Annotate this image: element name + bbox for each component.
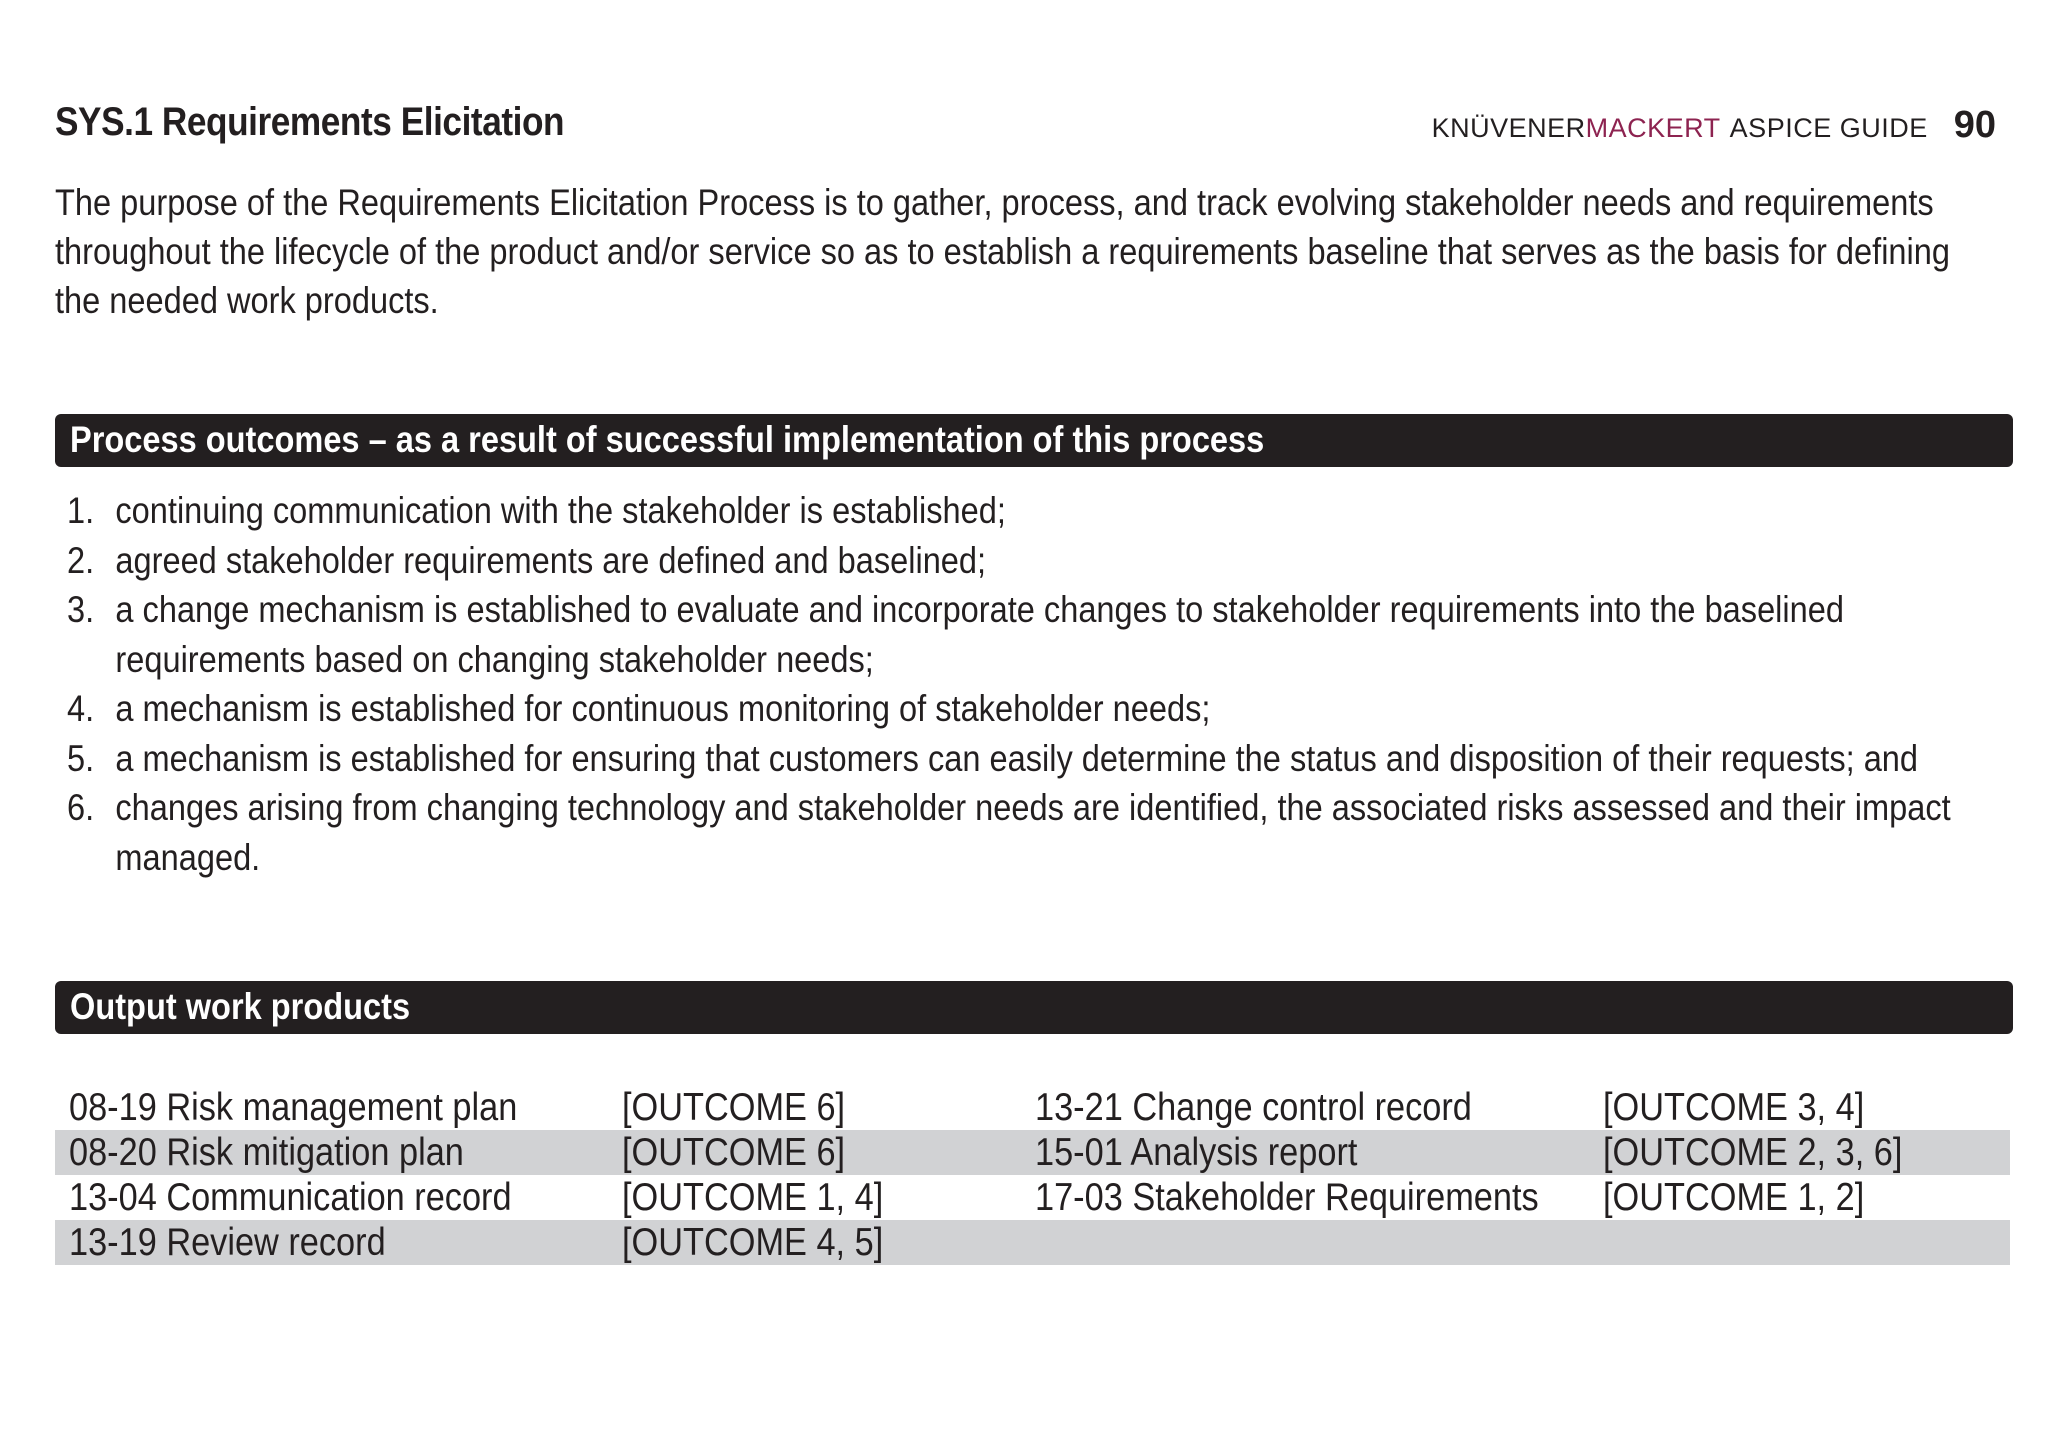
brand-name-part1: KNÜVENER [1431, 113, 1586, 143]
item-text: changes arising from changing technology and stakeholder needs are identified, the associated risks assessed and their impact managed. [115, 787, 1951, 878]
item-text: continuing communication with the stakeholder is established; [115, 490, 1006, 531]
outcome-reference: [OUTCOME 3, 4] [1603, 1086, 1865, 1129]
item-number: 3. [67, 589, 95, 630]
brand-name-part2: MACKERT [1585, 113, 1721, 143]
work-product-name: 08-19 Risk management plan [69, 1086, 518, 1129]
page-title: SYS.1 Requirements Elicitation [55, 100, 565, 144]
guide-label: ASPICE GUIDE [1729, 113, 1928, 143]
work-product-name: 13-21 Change control record [1035, 1086, 1472, 1129]
outcome-reference: [OUTCOME 4, 5] [622, 1221, 884, 1264]
outcome-reference: [OUTCOME 1, 4] [622, 1176, 884, 1219]
item-number: 6. [67, 787, 95, 828]
work-products-heading: Output work products [70, 986, 411, 1027]
purpose-paragraph: The purpose of the Requirements Elicitation Process is to gather, process, and track evolving stakeholder needs and requirements throughout the lifecycle of the product and/or service so as to establish a requirements baseline that serves as the basis for defining the needed work products. [55, 182, 1950, 321]
list-item [67, 734, 1985, 784]
item-number: 2. [67, 539, 95, 581]
list-item [67, 585, 1985, 684]
item-number: 5. [67, 737, 95, 779]
outcome-reference: [OUTCOME 1, 2] [1603, 1176, 1865, 1219]
outcome-reference: [OUTCOME 6] [622, 1131, 846, 1174]
work-product-name: 15-01 Analysis report [1035, 1131, 1358, 1174]
table-row [55, 1220, 2010, 1265]
item-text: agreed stakeholder requirements are defined and baselined; [115, 539, 987, 581]
item-number: 4. [67, 688, 95, 729]
work-product-name: 08-20 Risk mitigation plan [69, 1131, 464, 1174]
page-number: 90 [1953, 104, 1996, 146]
work-products-table [55, 1085, 2010, 1265]
outcome-reference: [OUTCOME 6] [622, 1086, 846, 1129]
outcomes-section-header [55, 414, 2013, 467]
outcomes-heading: Process outcomes – as a result of successful implementation of this process [70, 419, 1265, 460]
list-item [67, 783, 1985, 882]
list-item [67, 536, 1985, 586]
work-product-name: 13-19 Review record [69, 1221, 386, 1264]
outcome-reference: [OUTCOME 2, 3, 6] [1603, 1131, 1903, 1174]
item-text: a mechanism is established for ensuring that customers can easily determine the status and disposition of their requests; and [115, 737, 1919, 779]
item-text: a mechanism is established for continuous monitoring of stakeholder needs; [115, 688, 1211, 729]
table-row [55, 1130, 2010, 1175]
table-row [55, 1175, 2010, 1220]
list-item [67, 486, 1985, 536]
outcomes-list [67, 486, 1985, 882]
work-product-name: 17-03 Stakeholder Requirements [1035, 1176, 1539, 1219]
work-product-name: 13-04 Communication record [69, 1176, 512, 1219]
list-item [67, 684, 1985, 734]
work-products-section-header [55, 981, 2013, 1034]
item-number: 1. [67, 490, 95, 531]
item-text: a change mechanism is established to evaluate and incorporate changes to stakeholder requirements into the baselined requirements based on changing stakeholder needs; [115, 589, 1844, 680]
running-header [1432, 104, 1996, 147]
table-row [55, 1085, 2010, 1130]
